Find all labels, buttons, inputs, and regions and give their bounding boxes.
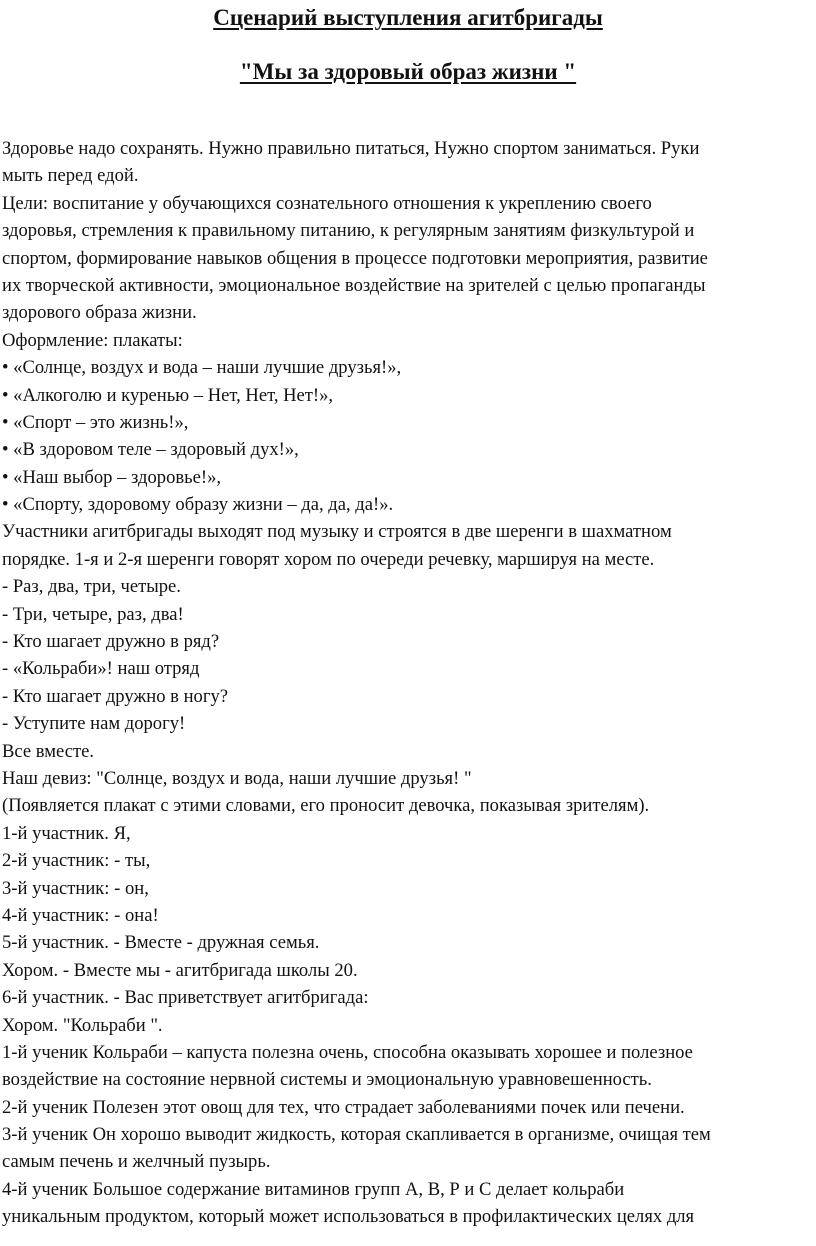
body-line: Оформление: плакаты: xyxy=(2,329,183,351)
body-line: Здоровье надо сохранять. Нужно правильно питаться, Нужно спортом заниматься. Руки xyxy=(2,138,700,159)
document-title: Сценарий выступления агитбригады xyxy=(213,5,603,30)
document-body xyxy=(2,135,814,1231)
body-line: Все вместе. xyxy=(2,740,95,762)
chant-line: - Раз, два, три, четыре. xyxy=(2,576,181,598)
body-line: Цели: воспитание у обучающихся сознательного отношения к укреплению своего xyxy=(2,192,652,214)
student-line: уникальным продуктом, который может использоваться в профилактических целях для xyxy=(2,1206,695,1228)
chant-line: - Кто шагает дружно в ногу? xyxy=(2,685,228,707)
poster-list-item: • «Солнце, воздух и вода – наши лучшие друзья!», xyxy=(2,357,402,379)
poster-list-item: • «Спорту, здоровому образу жизни – да, да, да!». xyxy=(2,494,394,516)
body-line: их творческой активности, эмоциональное воздействие на зрителей с целью пропаганды xyxy=(2,274,706,296)
student-line: воздействие на состояние нервной системы и эмоциональную уравновешенность. xyxy=(2,1069,652,1091)
student-line: самым печень и желчный пузырь. xyxy=(2,1151,271,1173)
body-line: Наш девиз: "Солнце, воздух и вода, наши лучшие друзья! " xyxy=(2,767,472,789)
student-line: 3-й ученик Он хорошо выводит жидкость, которая скапливается в организме, очищая тем xyxy=(2,1124,711,1146)
body-line: здорового образа жизни. xyxy=(2,302,197,324)
participant-line: 2-й участник: - ты, xyxy=(2,850,151,872)
chant-line: - «Кольраби»! наш отряд xyxy=(2,658,200,680)
body-line: здоровья, стремления к правильному питанию, к регулярным занятиям физкультурой и xyxy=(2,220,695,242)
chant-line: - Кто шагает дружно в ряд? xyxy=(2,631,220,653)
poster-list-item: • «Алкоголю и куренью – Нет, Нет, Нет!», xyxy=(2,384,334,406)
body-line: спортом, формирование навыков общения в процессе подготовки мероприятия, развитие xyxy=(2,247,708,269)
poster-list-item: • «Спорт – это жизнь!», xyxy=(2,411,189,433)
chant-line: - Три, четыре, раз, два! xyxy=(2,603,184,625)
student-line: 1-й ученик Кольраби – капуста полезна очень, способна оказывать хорошее и полезное xyxy=(2,1041,693,1063)
participant-line: 1-й участник. Я, xyxy=(2,822,131,844)
participant-line: 5-й участник. - Вместе - дружная семья. xyxy=(2,932,320,954)
poster-list-item: • «В здоровом теле – здоровый дух!», xyxy=(2,439,299,461)
participant-line: Хором. "Кольраби ". xyxy=(2,1014,163,1036)
body-line: порядке. 1-я и 2-я шеренги говорят хором по очереди речевку, маршируя на месте. xyxy=(2,548,655,570)
participant-line: 6-й участник. - Вас приветствует агитбригада: xyxy=(2,987,369,1009)
participant-line: 4-й участник: - она! xyxy=(2,904,159,926)
body-line: Участники агитбригады выходят под музыку и строятся в две шеренги в шахматном xyxy=(2,521,672,543)
body-line: мыть перед едой. xyxy=(2,165,139,187)
student-line: 4-й ученик Большое содержание витаминов групп А, В, Р и С делает кольраби xyxy=(2,1178,625,1200)
body-line: (Появляется плакат с этими словами, его проносит девочка, показывая зрителям). xyxy=(2,795,650,817)
student-line: 2-й ученик Полезен этот овощ для тех, что страдает заболеваниями почек или печени. xyxy=(2,1096,685,1118)
chant-line: - Уступите нам дорогу! xyxy=(2,713,186,735)
poster-list-item: • «Наш выбор – здоровье!», xyxy=(2,466,222,488)
document-subtitle: "Мы за здоровый образ жизни " xyxy=(239,59,577,84)
participant-line: 3-й участник: - он, xyxy=(2,877,149,899)
participant-line: Хором. - Вместе мы - агитбригада школы 20. xyxy=(2,959,358,981)
